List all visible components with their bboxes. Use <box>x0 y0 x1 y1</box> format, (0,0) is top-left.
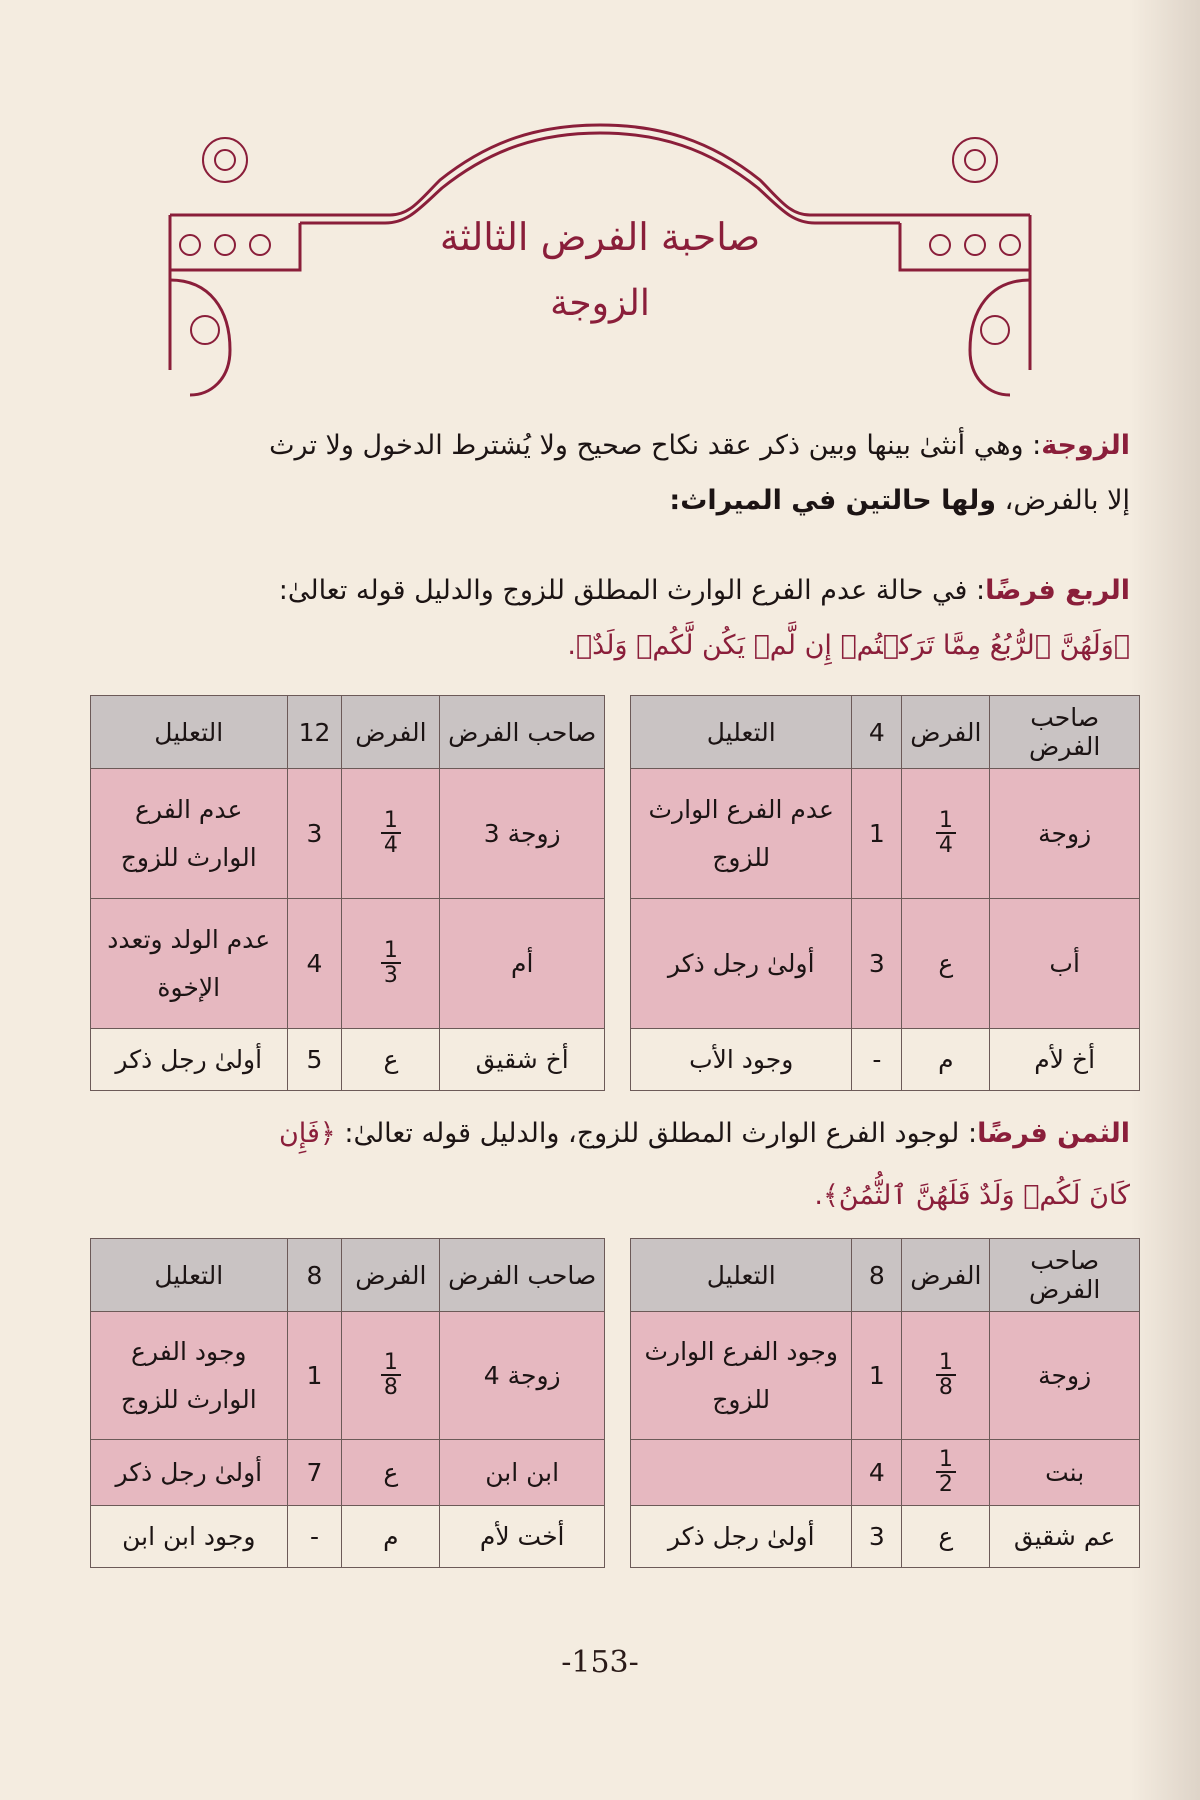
count-cell: 5 <box>287 1029 342 1091</box>
table-row <box>631 1440 1140 1506</box>
count-cell: - <box>852 1029 902 1091</box>
count-cell: 1 <box>287 1312 342 1440</box>
share-cell: ع <box>902 899 990 1029</box>
header-heir: صاحب الفرض <box>990 696 1140 769</box>
case1-line <box>90 575 1130 607</box>
header-share: الفرض <box>902 696 990 769</box>
reason-cell: عدم الفرع الوارث للزوج <box>91 769 288 899</box>
count-cell: 7 <box>287 1440 342 1506</box>
reason-cell: وجود الفرع الوارث للزوج <box>91 1312 288 1440</box>
share-cell: م <box>342 1506 440 1568</box>
heir-cell: بنت <box>990 1440 1140 1506</box>
reason-cell <box>631 1440 852 1506</box>
heir-cell: أب <box>990 899 1140 1029</box>
heir-cell: أم <box>440 899 605 1029</box>
heir-cell: زوجة 4 <box>440 1312 605 1440</box>
table-eighth-example-2 <box>90 1238 605 1568</box>
count-cell: 3 <box>852 899 902 1029</box>
share-cell: ع <box>342 1029 440 1091</box>
header-reason: التعليل <box>91 1239 288 1312</box>
heir-cell: زوجة 3 <box>440 769 605 899</box>
table-row <box>91 1029 605 1091</box>
table-row <box>631 1506 1140 1568</box>
heir-cell: أخ شقيق <box>440 1029 605 1091</box>
fraction: $\frac{1}{4}$ <box>381 809 401 857</box>
table-row <box>91 1312 605 1440</box>
reason-cell: أولىٰ رجل ذكر <box>91 1029 288 1091</box>
table-eighth-example-1 <box>630 1238 1140 1568</box>
share-cell: ع <box>902 1506 990 1568</box>
header-heir: صاحب الفرض <box>990 1239 1140 1312</box>
table-row <box>91 1506 605 1568</box>
reason-cell: أولىٰ رجل ذكر <box>631 899 852 1029</box>
header-base: 8 <box>287 1239 342 1312</box>
fraction: $\frac{1}{8}$ <box>381 1351 401 1399</box>
count-cell: 4 <box>287 899 342 1029</box>
count-cell: 3 <box>287 769 342 899</box>
share-cell <box>342 769 440 899</box>
share-cell <box>902 1312 990 1440</box>
table-row <box>631 1312 1140 1440</box>
table-quarter-example-2 <box>90 695 605 1091</box>
heir-cell: أخ لأم <box>990 1029 1140 1091</box>
fraction: $\frac{1}{2}$ <box>936 1448 956 1496</box>
term-quarter: الربع فرضًا <box>985 575 1130 606</box>
header-heir: صاحب الفرض <box>440 1239 605 1312</box>
fraction: $\frac{1}{8}$ <box>936 1351 956 1399</box>
share-cell <box>342 1312 440 1440</box>
ornamental-header-frame <box>150 120 1050 420</box>
case2-line <box>90 1118 1130 1150</box>
reason-cell: عدم الولد وتعدد الإخوة <box>91 899 288 1029</box>
count-cell: 3 <box>852 1506 902 1568</box>
count-cell: 4 <box>852 1440 902 1506</box>
heir-cell: أخت لأم <box>440 1506 605 1568</box>
reason-cell: وجود الأب <box>631 1029 852 1091</box>
intro-line2-bold: ولها حالتين في الميراث: <box>669 485 997 516</box>
count-cell: 1 <box>852 769 902 899</box>
table-row <box>91 1440 605 1506</box>
header-base: 12 <box>287 696 342 769</box>
page-edge-shadow <box>1130 0 1200 1800</box>
heir-cell: زوجة <box>990 1312 1140 1440</box>
header-base: 4 <box>852 696 902 769</box>
section-title: صاحبة الفرض الثالثة <box>439 215 761 259</box>
intro-line2-start: إلا بالفرض، <box>996 485 1130 516</box>
share-cell: ع <box>342 1440 440 1506</box>
intro-line-1 <box>90 430 1130 462</box>
case2-text: : لوجود الفرع الوارث المطلق للزوج، والدليل قوله تعالىٰ: <box>335 1118 978 1149</box>
case1-verse: ﴿وَلَهُنَّ ٱلرُّبُعُ مِمَّا تَرَكۡتُمۡ إِن لَّمۡ يَكُن لَّكُمۡ وَلَدٌ﴾. <box>567 630 1130 661</box>
fraction: $\frac{1}{3}$ <box>381 939 401 987</box>
heir-cell: عم شقيق <box>990 1506 1140 1568</box>
header-base: 8 <box>852 1239 902 1312</box>
share-cell: م <box>902 1029 990 1091</box>
count-cell: 1 <box>852 1312 902 1440</box>
header-reason: التعليل <box>631 1239 852 1312</box>
case2-verse-start: ﴿فَإِن <box>278 1118 336 1149</box>
reason-cell: وجود ابن ابن <box>91 1506 288 1568</box>
reason-cell: وجود الفرع الوارث للزوج <box>631 1312 852 1440</box>
case2-verse: كَانَ لَكُمۡ وَلَدٌ فَلَهُنَّ ٱلثُّمُنُ﴾. <box>814 1180 1130 1211</box>
header-reason: التعليل <box>631 696 852 769</box>
count-cell: - <box>287 1506 342 1568</box>
header-share: الفرض <box>342 696 440 769</box>
reason-cell: أولىٰ رجل ذكر <box>631 1506 852 1568</box>
heir-cell: ابن ابن <box>440 1440 605 1506</box>
header-heir: صاحب الفرض <box>440 696 605 769</box>
page-number: -153- <box>561 1645 639 1680</box>
share-cell <box>342 899 440 1029</box>
header-share: الفرض <box>902 1239 990 1312</box>
section-subtitle: الزوجة <box>550 283 650 324</box>
table-quarter-example-1 <box>630 695 1140 1091</box>
reason-cell: عدم الفرع الوارث للزوج <box>631 769 852 899</box>
table-row <box>91 899 605 1029</box>
term-eighth: الثمن فرضًا <box>977 1118 1130 1149</box>
case1-text: : في حالة عدم الفرع الوارث المطلق للزوج والدليل قوله تعالىٰ: <box>278 575 986 606</box>
intro-text: : وهي أنثىٰ بينها وبين ذكر عقد نكاح صحيح ولا يُشترط الدخول ولا ترث <box>269 430 1042 461</box>
term-wife: الزوجة <box>1041 430 1130 461</box>
table-row <box>91 769 605 899</box>
table-row <box>631 899 1140 1029</box>
heir-cell: زوجة <box>990 769 1140 899</box>
share-cell <box>902 769 990 899</box>
table-row <box>631 1029 1140 1091</box>
fraction: $\frac{1}{4}$ <box>936 809 956 857</box>
header-share: الفرض <box>342 1239 440 1312</box>
share-cell <box>902 1440 990 1506</box>
reason-cell: أولىٰ رجل ذكر <box>91 1440 288 1506</box>
intro-line-2 <box>90 485 1130 517</box>
table-row <box>631 769 1140 899</box>
header-reason: التعليل <box>91 696 288 769</box>
